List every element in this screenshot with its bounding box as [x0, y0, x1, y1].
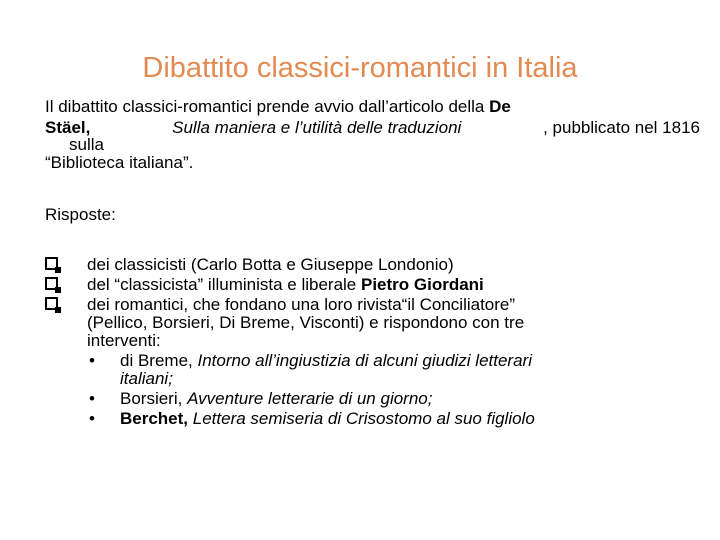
- response-name-bold: Pietro Giordani: [360, 275, 484, 294]
- risposte-label: Risposte:: [45, 205, 116, 224]
- response-item-classicisti: [45, 256, 685, 274]
- sub-item-berchet: [87, 410, 685, 428]
- responses-list: [45, 256, 685, 430]
- sub-work-title: Intorno all’ingiustizia di alcuni giudizi letterari: [197, 351, 532, 370]
- sub-work-title-cont: italiani;: [120, 369, 173, 388]
- dot-bullet-icon: •: [89, 409, 95, 428]
- intro-text-2: , pubblicato nel 1816: [543, 118, 700, 137]
- intro-author-bold: De: [489, 97, 511, 116]
- q-square-bullet-icon: [45, 297, 58, 310]
- intro-line-1: [45, 96, 700, 117]
- sub-author: Borsieri,: [120, 389, 188, 408]
- intro-paragraph: [45, 96, 700, 173]
- intro-work-title: Sulla maniera e l’utilità delle traduzioni: [172, 118, 462, 137]
- sub-item-di-breme: [87, 352, 685, 388]
- sub-work-title: Lettera semiseria di Crisostomo al suo figliolo: [188, 409, 535, 428]
- q-square-bullet-icon: [45, 277, 58, 290]
- dot-bullet-icon: •: [89, 351, 95, 370]
- response-text: dei romantici, che fondano una loro rivista“il Conciliatore”: [87, 295, 516, 314]
- sub-work-title: Avventure letterarie di un giorno;: [187, 389, 433, 408]
- response-text: dei classicisti (Carlo Botta e Giuseppe Londonio): [87, 255, 454, 274]
- response-item-romantici: [45, 296, 685, 428]
- slide-title: Dibattito classici-romantici in Italia: [142, 52, 578, 84]
- intro-author-bold-2: Stäel,: [45, 118, 91, 137]
- q-square-bullet-icon: [45, 257, 58, 270]
- sub-author: di Breme,: [120, 351, 198, 370]
- sub-item-borsieri: [87, 390, 685, 408]
- dot-bullet-icon: •: [89, 389, 95, 408]
- response-text-cont: (Pellico, Borsieri, Di Breme, Visconti) e rispondono con tre: [87, 313, 525, 332]
- intro-line-2: [45, 117, 700, 138]
- response-text-cont-2: interventi:: [87, 331, 161, 350]
- sub-author-bold: Berchet,: [120, 409, 189, 428]
- response-item-giordani: [45, 276, 685, 294]
- intro-line-4: “Biblioteca italiana”.: [45, 153, 194, 172]
- sub-list: [87, 352, 685, 428]
- intro-line-3: sulla: [69, 135, 104, 154]
- response-text: del “classicista” illuminista e liberale: [87, 275, 361, 294]
- intro-text: Il dibattito classici-romantici prende avvio dall’articolo della: [45, 97, 490, 116]
